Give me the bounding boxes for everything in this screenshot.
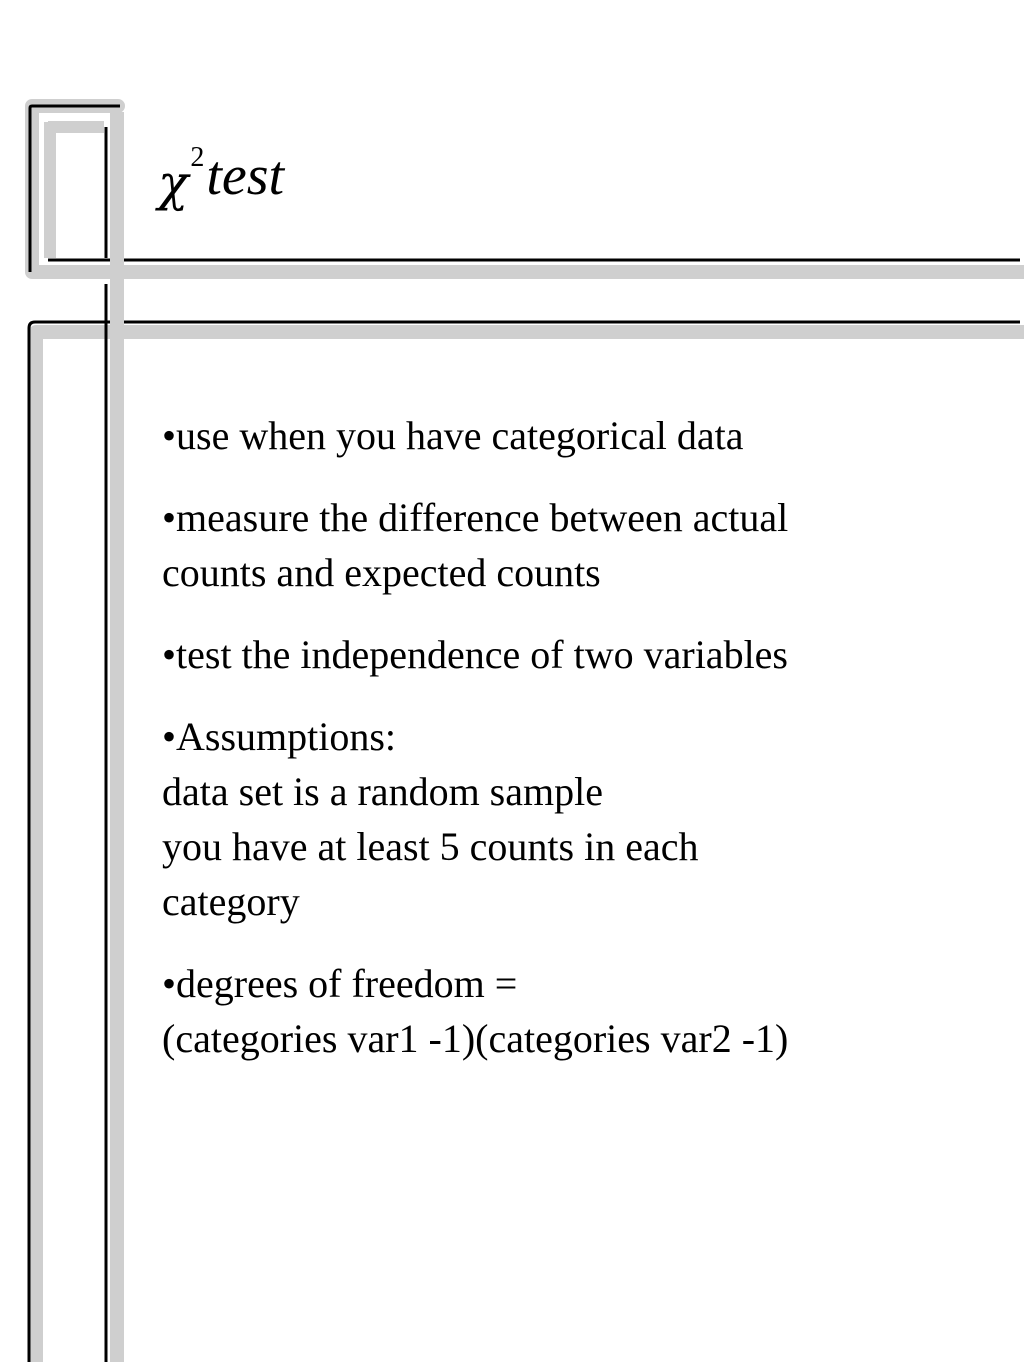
bullet-line: counts and expected counts xyxy=(162,550,601,595)
bullet-line: category xyxy=(162,879,300,924)
bullet-line: •measure the difference between actual xyxy=(162,495,789,540)
bullet-line: data set is a random sample xyxy=(162,769,603,814)
bullet-item xyxy=(162,490,942,600)
title-chi-symbol: χ xyxy=(158,154,189,212)
bullet-line: (categories var1 -1)(categories var2 -1) xyxy=(162,1016,789,1061)
bullet-line: •Assumptions: xyxy=(162,714,397,759)
bullet-item xyxy=(162,709,942,929)
bullet-item xyxy=(162,627,942,682)
bullet-line: •use when you have categorical data xyxy=(162,413,744,458)
bullet-line: •degrees of freedom = xyxy=(162,961,518,1006)
slide-body xyxy=(162,408,942,1093)
title-superscript: 2 xyxy=(190,142,205,173)
slide-title xyxy=(158,142,285,212)
bullet-item xyxy=(162,408,942,463)
title-text: test xyxy=(206,145,285,207)
frame-upper-black xyxy=(30,106,120,272)
bullet-line: •test the independence of two variables xyxy=(162,632,788,677)
bullet-item xyxy=(162,956,942,1066)
bullet-line: you have at least 5 counts in each xyxy=(162,824,699,869)
